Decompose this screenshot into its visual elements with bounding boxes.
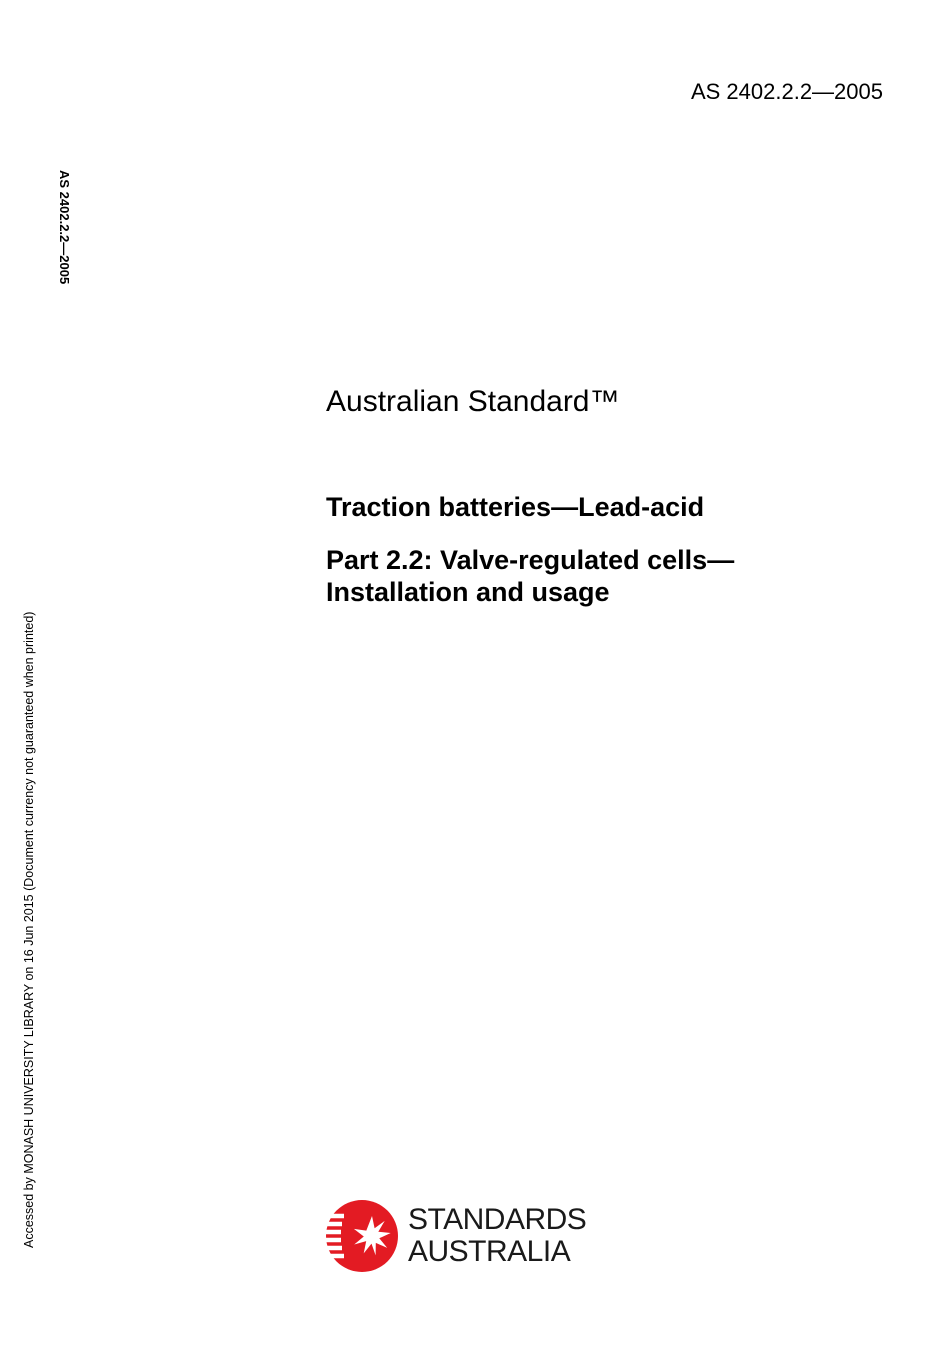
spine-document-number: AS 2402.2.2—2005	[57, 170, 72, 285]
logo-line-2: AUSTRALIA	[408, 1235, 571, 1268]
logo-line-1: STANDARDS	[408, 1203, 587, 1236]
standards-australia-star-icon	[326, 1200, 398, 1272]
standards-australia-logo	[326, 1200, 586, 1272]
access-notice: Accessed by MONASH UNIVERSITY LIBRARY on 16 Jun 2015 (Document currency not guaranteed when printed)	[22, 611, 36, 1248]
title-block	[326, 384, 906, 608]
standard-label: Australian Standard™	[326, 385, 620, 418]
part-title-line-1: Part 2.2: Valve-regulated cells—	[326, 545, 735, 575]
document-part-title	[326, 544, 906, 608]
document-number: AS 2402.2.2—2005	[690, 79, 883, 104]
document-title: Traction batteries—Lead-acid	[326, 492, 705, 522]
part-title-line-2: Installation and usage	[326, 577, 610, 607]
logo-wordmark	[408, 1204, 586, 1268]
